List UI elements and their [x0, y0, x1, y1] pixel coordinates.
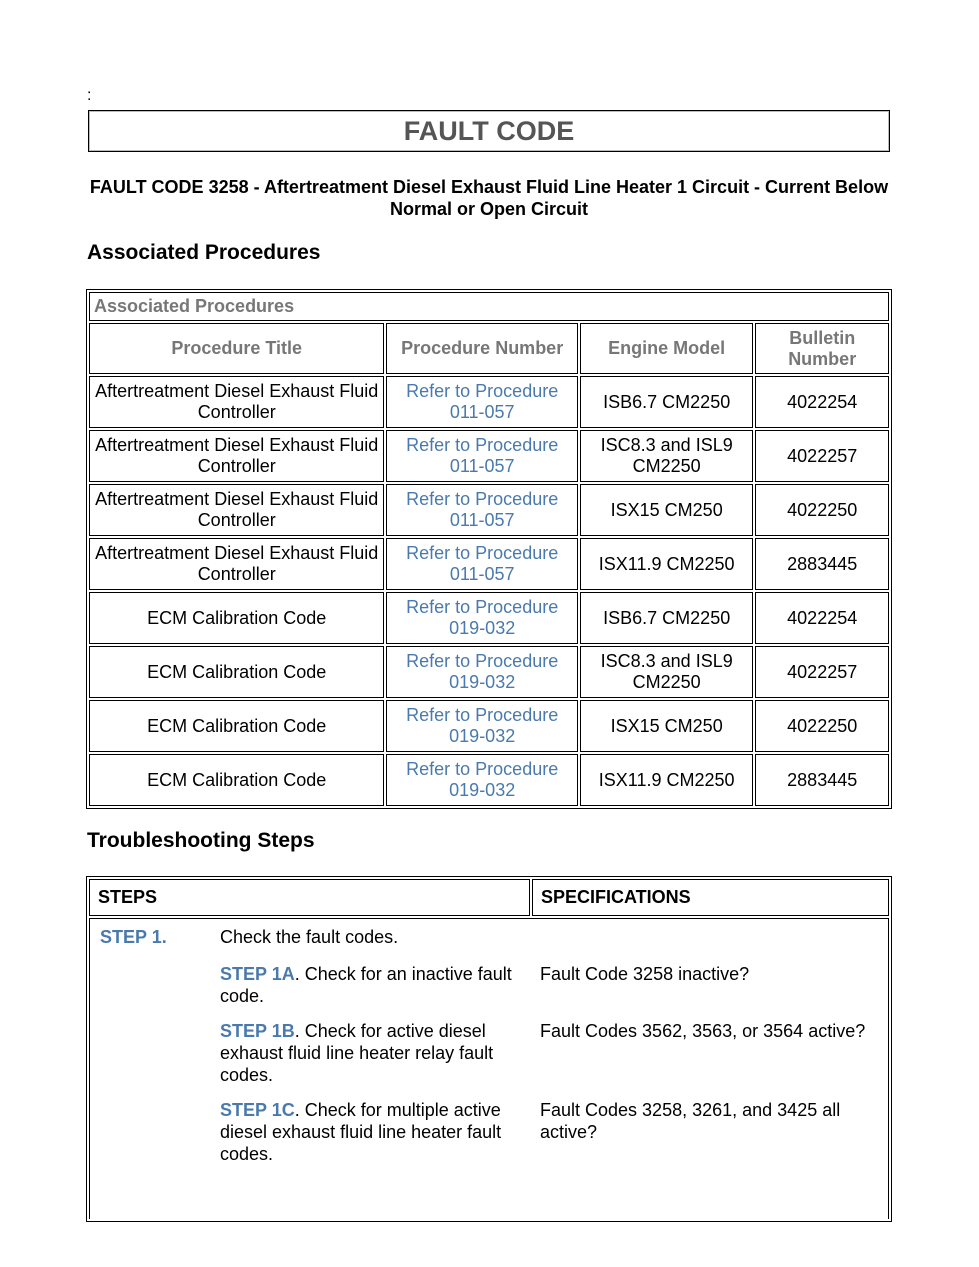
- procedure-title-cell: ECM Calibration Code: [89, 754, 384, 806]
- fault-code-heading: FAULT CODE 3258 - Aftertreatment Diesel Exhaust Fluid Line Heater 1 Circuit - Current Below Normal or Open Circuit: [89, 177, 889, 219]
- column-header-specifications: SPECIFICATIONS: [532, 879, 889, 916]
- associated-procedures-table: [86, 289, 892, 809]
- engine-model-cell: ISX15 CM250: [580, 700, 753, 752]
- column-header-engine-model: Engine Model: [580, 323, 753, 374]
- table-row: [89, 754, 889, 806]
- associated-procedures-heading: Associated Procedures: [87, 241, 321, 264]
- procedure-title-cell: Aftertreatment Diesel Exhaust Fluid Controller: [89, 484, 384, 536]
- column-header-procedure-number: Procedure Number: [386, 323, 578, 374]
- table-row: [89, 376, 889, 428]
- engine-model-cell: ISB6.7 CM2250: [580, 592, 753, 644]
- bulletin-number-cell: 4022254: [755, 376, 889, 428]
- step-1b-label[interactable]: STEP 1B: [220, 1021, 295, 1041]
- table-row: [89, 646, 889, 698]
- step-1a-spec: Fault Code 3258 inactive?: [540, 964, 750, 984]
- procedure-link[interactable]: Refer to Procedure 019-032: [386, 646, 578, 698]
- table-row: [89, 538, 889, 590]
- step-1a-text: . Check for an inactive fault code.: [220, 964, 512, 1006]
- column-header-bulletin-number: Bulletin Number: [755, 323, 889, 374]
- procedure-title-cell: Aftertreatment Diesel Exhaust Fluid Controller: [89, 376, 384, 428]
- bulletin-number-cell: 2883445: [755, 754, 889, 806]
- step-1c-text: . Check for multiple active diesel exhaust fluid line heater fault codes.: [220, 1100, 502, 1164]
- column-header-procedure-title: Procedure Title: [89, 323, 384, 374]
- procedure-title-cell: ECM Calibration Code: [89, 592, 384, 644]
- table-row: [89, 430, 889, 482]
- bulletin-number-cell: 4022250: [755, 700, 889, 752]
- step-1c-label[interactable]: STEP 1C: [220, 1100, 295, 1120]
- bulletin-number-cell: 2883445: [755, 538, 889, 590]
- step-1c: [220, 1099, 525, 1165]
- column-header-steps: STEPS: [89, 879, 530, 916]
- step-1c-spec: Fault Codes 3258, 3261, and 3425 all active?: [540, 1100, 841, 1142]
- procedure-link[interactable]: Refer to Procedure 011-057: [386, 538, 578, 590]
- table-row: [89, 484, 889, 536]
- procedure-link[interactable]: Refer to Procedure 011-057: [386, 376, 578, 428]
- troubleshooting-table: [86, 876, 892, 1222]
- bulletin-number-cell: 4022254: [755, 592, 889, 644]
- procedure-title-cell: Aftertreatment Diesel Exhaust Fluid Controller: [89, 430, 384, 482]
- bulletin-number-cell: 4022250: [755, 484, 889, 536]
- page-colon: :: [87, 87, 92, 104]
- step-1-text: Check the fault codes.: [220, 927, 399, 947]
- step-1b: [220, 1020, 525, 1086]
- procedure-link[interactable]: Refer to Procedure 019-032: [386, 700, 578, 752]
- table-row: [89, 592, 889, 644]
- steps-body: [89, 918, 889, 1219]
- engine-model-cell: ISX11.9 CM2250: [580, 754, 753, 806]
- procedure-link[interactable]: Refer to Procedure 011-057: [386, 430, 578, 482]
- procedure-link[interactable]: Refer to Procedure 011-057: [386, 484, 578, 536]
- procedure-title-cell: ECM Calibration Code: [89, 646, 384, 698]
- troubleshooting-steps-heading: Troubleshooting Steps: [87, 829, 315, 852]
- step-1a-label[interactable]: STEP 1A: [220, 964, 295, 984]
- step-1-label[interactable]: STEP 1.: [100, 927, 167, 947]
- bulletin-number-cell: 4022257: [755, 646, 889, 698]
- table-row: [89, 700, 889, 752]
- bulletin-number-cell: 4022257: [755, 430, 889, 482]
- procedure-link[interactable]: Refer to Procedure 019-032: [386, 592, 578, 644]
- procedure-link[interactable]: Refer to Procedure 019-032: [386, 754, 578, 806]
- engine-model-cell: ISC8.3 and ISL9 CM2250: [580, 430, 753, 482]
- engine-model-cell: ISB6.7 CM2250: [580, 376, 753, 428]
- step-1b-text: . Check for active diesel exhaust fluid line heater relay fault codes.: [220, 1021, 494, 1085]
- engine-model-cell: ISX15 CM250: [580, 484, 753, 536]
- engine-model-cell: ISX11.9 CM2250: [580, 538, 753, 590]
- procedure-title-cell: Aftertreatment Diesel Exhaust Fluid Controller: [89, 538, 384, 590]
- step-1a: [220, 963, 525, 1007]
- step-1b-spec: Fault Codes 3562, 3563, or 3564 active?: [540, 1021, 866, 1041]
- page-title: FAULT CODE: [88, 110, 890, 152]
- procedure-title-cell: ECM Calibration Code: [89, 700, 384, 752]
- engine-model-cell: ISC8.3 and ISL9 CM2250: [580, 646, 753, 698]
- table-caption: Associated Procedures: [89, 292, 889, 321]
